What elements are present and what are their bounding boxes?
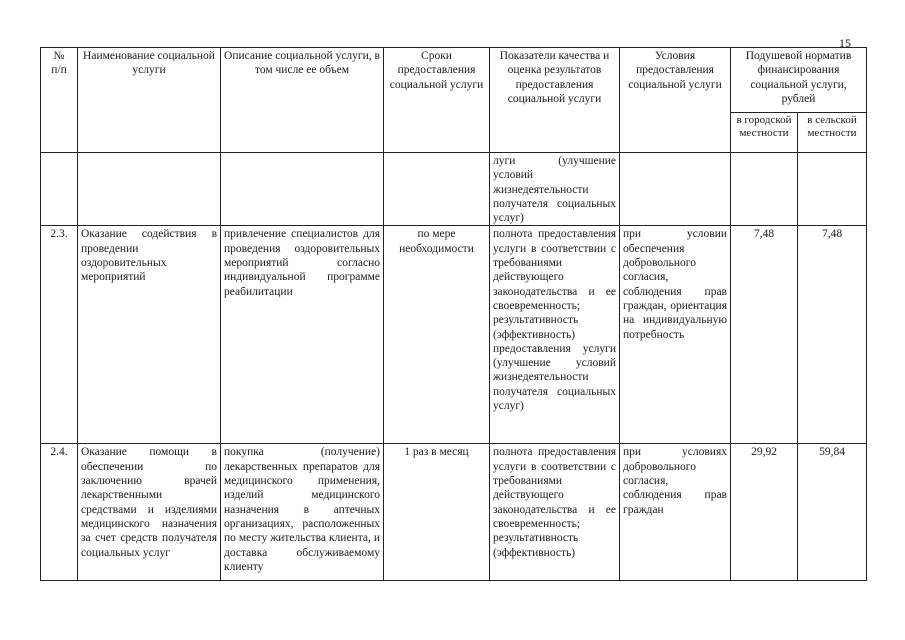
row-rural: 7,48 (798, 226, 867, 444)
row-urban: 29,92 (731, 444, 798, 581)
row-conditions: при условиях добровольного согласия, соблюдения прав граждан (620, 444, 731, 581)
header-norm: Подушевой норматив финансирования социальной услуги, рублей (731, 48, 867, 113)
table-row (41, 226, 867, 444)
row-quality: полнота предоставления услуги в соответствии с требованиями действующего законодательства и ее своевременность; результативность (эффективность) предоставления услуги (улучшение условий жизнедеятельности получателя социальных услуг) (490, 226, 620, 444)
header-service-name: Наименование социальной услуги (78, 48, 221, 153)
row-terms: по мере необходимости (384, 226, 490, 444)
row-description: покупка (получение) лекарственных препаратов для медицинского применения, изделий медицинского назначения в аптечных организациях, расположенных по месту жительства клиента, и доставка обслуживаемому клиенту (221, 444, 384, 581)
row-terms: 1 раз в месяц (384, 444, 490, 581)
row-name (78, 153, 221, 226)
table-row (41, 153, 867, 226)
row-conditions (620, 153, 731, 226)
row-description (221, 153, 384, 226)
row-urban (731, 153, 798, 226)
header-conditions: Условия предоставления социальной услуги (620, 48, 731, 153)
header-rural: в сельской местности (798, 113, 867, 153)
row-conditions: при условии обеспечения добровольного согласия, соблюдения прав граждан, ориентация на индивидуальную потребность (620, 226, 731, 444)
row-num: 2.4. (41, 444, 78, 581)
row-rural (798, 153, 867, 226)
row-rural: 59,84 (798, 444, 867, 581)
row-name: Оказание помощи в обеспечении по заключению врачей лекарственными средствами и изделиями медицинского назначения за счет средств получателя социальных услуг (78, 444, 221, 581)
header-quality: Показатели качества и оценка результатов предоставления социальной услуги (490, 48, 620, 153)
row-quality: полнота предоставления услуги в соответствии с требованиями действующего законодательства и ее своевременность; результативность (эффективность) (490, 444, 620, 581)
row-num: 2.3. (41, 226, 78, 444)
row-name: Оказание содействия в проведении оздоровительных мероприятий (78, 226, 221, 444)
page-number: 15 (839, 36, 851, 50)
header-urban: в городской местности (731, 113, 798, 153)
row-description: привлечение специалистов для проведения оздоровительных мероприятий согласно индивидуальной программе реабилитации (221, 226, 384, 444)
header-terms: Сроки предоставления социальной услуги (384, 48, 490, 153)
row-num (41, 153, 78, 226)
row-urban: 7,48 (731, 226, 798, 444)
header-description: Описание социальной услуги, в том числе ее объем (221, 48, 384, 153)
row-quality: луги (улучшение условий жизнедеятельности получателя социальных услуг) (490, 153, 620, 226)
table-row (41, 444, 867, 581)
social-services-table (40, 47, 867, 581)
row-terms (384, 153, 490, 226)
header-num: № п/п (41, 48, 78, 153)
